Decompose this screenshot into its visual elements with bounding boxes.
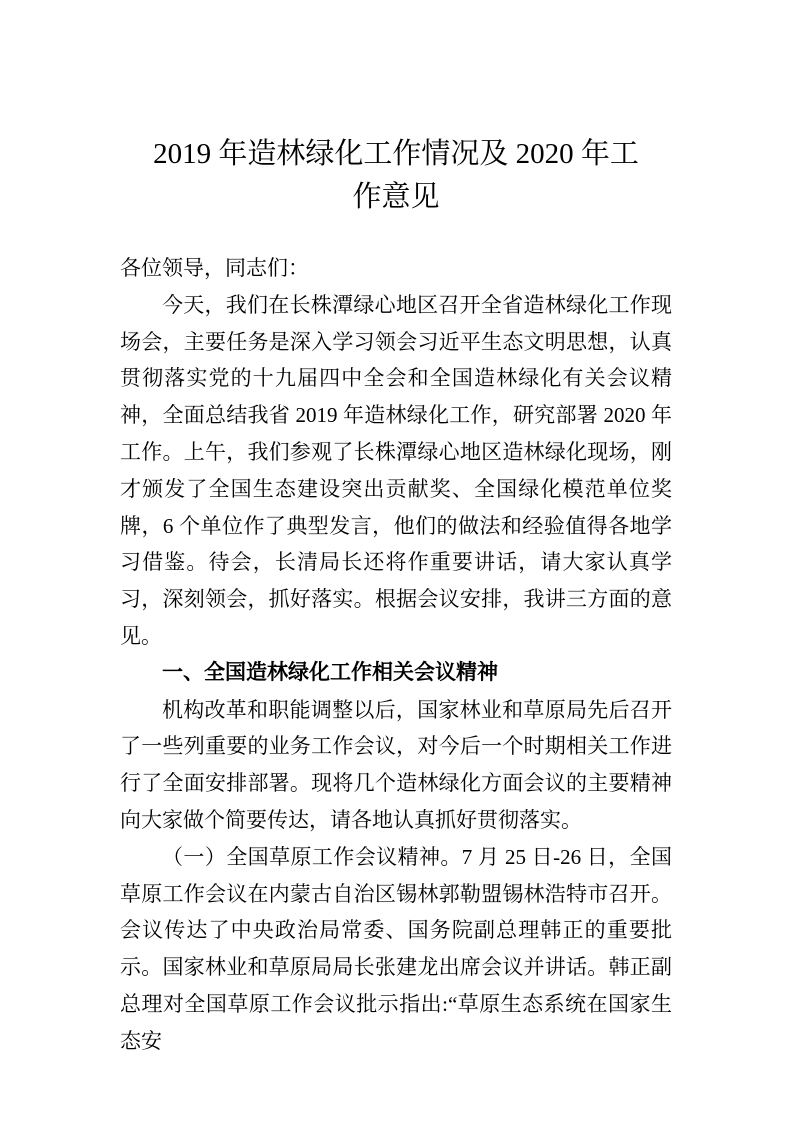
paragraph-grassland-meeting: （一）全国草原工作会议精神。7 月 25 日-26 日，全国草原工作会议在内蒙古自治区锡林郭勒盟锡林浩特市召开。会议传达了中央政治局常委、国务院副总理韩正的重要批示。国家林业和草原局局长张建龙出席会议并讲话。韩正副总理对全国草原工作会议批示指出:“草原生态系统在国家生态安 — [120, 844, 672, 1053]
paragraph-section1-intro: 机构改革和职能调整以后，国家林业和草原局先后召开了一些列重要的业务工作会议，对今后一个时期相关工作进行了全面安排部署。现将几个造林绿化方面会议的主要精神向大家做个简要传达，请各地认真抓好贯彻落实。 — [120, 697, 672, 832]
paragraph-salutation: 各位领导，同志们： — [120, 256, 309, 280]
document-title: 2019 年造林绿化工作情况及 2020 年工作意见 — [153, 138, 639, 213]
paragraph-intro: 今天，我们在长株潭绿心地区召开全省造林绿化工作现场会，主要任务是深入学习领会习近平生态文明思想，认真贯彻落实党的十九届四中全会和全国造林绿化有关会议精神，全面总结我省 2019 年造林绿化工作，研究部署 2020 年工作。上午，我们参观了长株潭绿心地区造林绿化现场，刚才颁发了全国生态建设突出贡献奖、全国绿化模范单位奖牌，6 个单位作了典型发言，他们的做法和经验值得各地学习借鉴。待会，长清局长还将作重要讲话，请大家认真学习，深刻领会，抓好落实。根据会议安排，我讲三方面的意见。 — [120, 292, 672, 648]
section-heading-1: 一、全国造林绿化工作相关会议精神 — [162, 660, 498, 684]
